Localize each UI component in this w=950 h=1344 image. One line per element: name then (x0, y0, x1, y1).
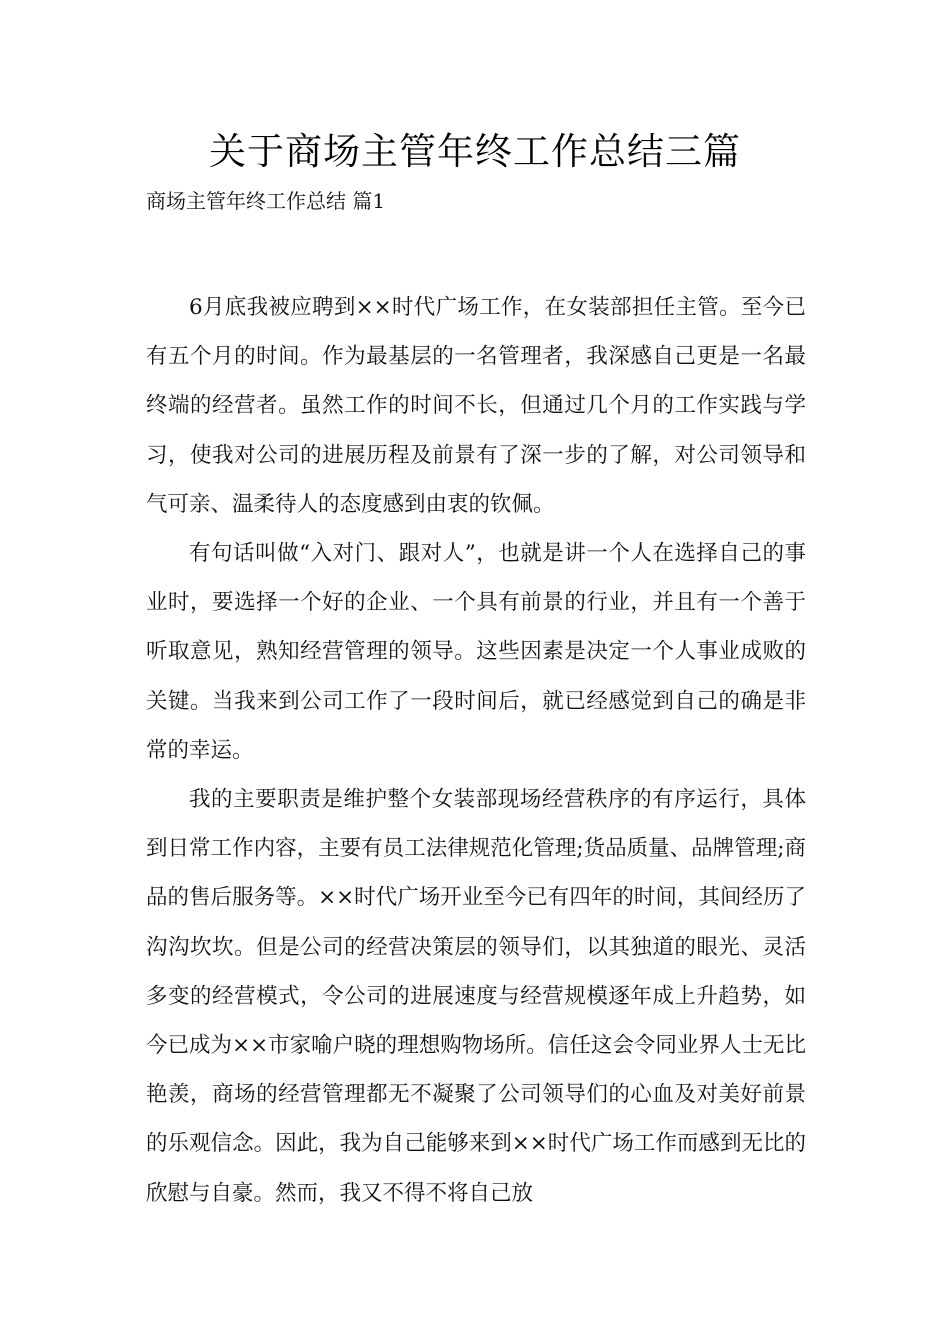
section-heading: 商场主管年终工作总结 篇1 (146, 189, 386, 213)
document-title: 关于商场主管年终工作总结三篇 (209, 130, 741, 173)
document-body (146, 283, 806, 1218)
paragraph-3: 我的主要职责是维护整个女装部现场经营秩序的有序运行，具体到日常工作内容，主要有员工法律规范化管理;货品质量、品牌管理;商品的售后服务等。××时代广场开业至今已有四年的时间，其间经历了沟沟坎坎。但是公司的经营决策层的领导们，以其独道的眼光、灵活多变的经营模式，令公司的进展速度与经营规模逐年成上升趋势，如今已成为××市家喻户晓的理想购物场所。信任这会令同业界人士无比艳羡，商场的经营管理都无不凝聚了公司领导们的心血及对美好前景的乐观信念。因此，我为自己能够来到××时代广场工作而感到无比的欣慰与自豪。然而，我又不得不将自己放 (146, 787, 806, 1206)
paragraph-2: 有句话叫做“入对门、跟对人”，也就是讲一个人在选择自己的事业时，要选择一个好的企业、一个具有前景的行业，并且有一个善于听取意见，熟知经营管理的领导。这些因素是决定一个人事业成败的关键。当我来到公司工作了一段时间后，就已经感觉到自己的确是非常的幸运。 (146, 541, 806, 763)
paragraph-1: 6月底我被应聘到××时代广场工作，在女装部担任主管。至今已有五个月的时间。作为最基层的一名管理者，我深感自己更是一名最终端的经营者。虽然工作的时间不长，但通过几个月的工作实践与学习，使我对公司的进展历程及前景有了深一步的了解，对公司领导和气可亲、温柔待人的态度感到由衷的钦佩。 (146, 295, 806, 517)
